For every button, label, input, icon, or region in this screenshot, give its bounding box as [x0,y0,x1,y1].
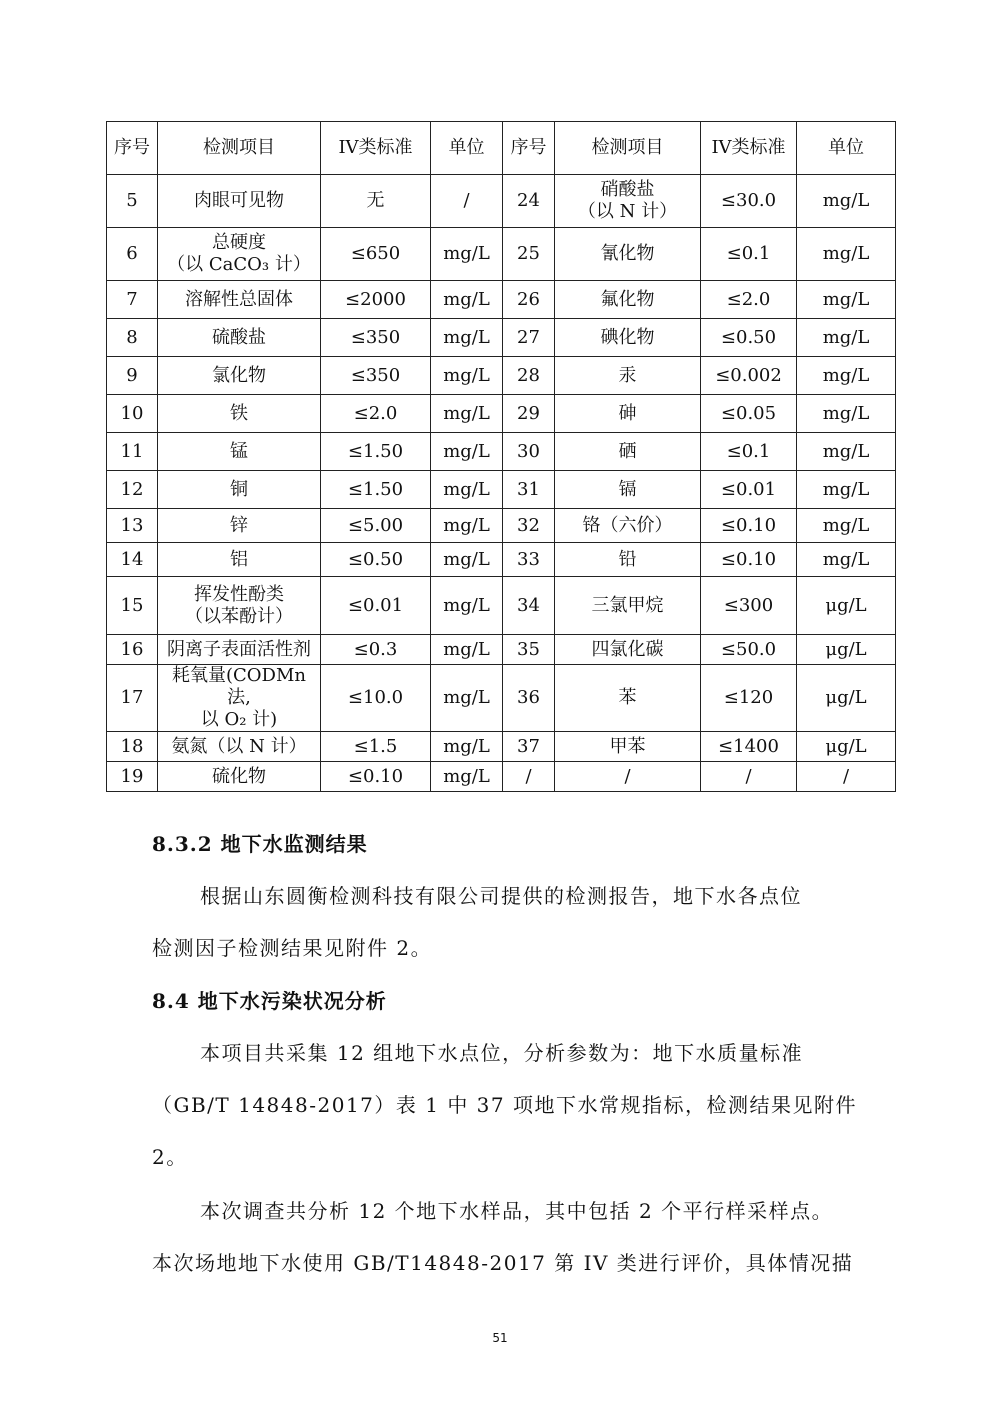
table-row [107,732,896,762]
table-cell: 耗氧量(CODMn 法, 以 O₂ 计) [158,665,321,732]
table-cell: 10 [107,395,158,433]
table-cell: ≤0.01 [321,577,431,635]
table-cell: 14 [107,543,158,577]
table-cell: 铝 [158,543,321,577]
paragraph-line: 检测因子检测结果见附件 2。 [152,936,433,960]
table-cell: ≤0.05 [701,395,797,433]
header-cell: IV类标准 [321,122,431,175]
table-cell: 溶解性总固体 [158,281,321,319]
table-cell: / [555,762,701,792]
paragraph-line: 本次场地地下水使用 GB/T14848-2017 第 IV 类进行评价，具体情况描 [152,1251,854,1275]
table-row [107,471,896,509]
table-cell: ≤350 [321,319,431,357]
table-cell: 9 [107,357,158,395]
table-cell: 锌 [158,509,321,543]
table-cell: 12 [107,471,158,509]
table-row [107,635,896,665]
table-cell: mg/L [797,433,896,471]
table-cell: 37 [503,732,555,762]
header-cell: 单位 [797,122,896,175]
table-cell: mg/L [431,471,503,509]
table-cell: 5 [107,175,158,228]
page-number: 51 [492,1331,508,1345]
paragraph-line: （GB/T 14848-2017）表 1 中 37 项地下水常规指标，检测结果见附件 [152,1093,857,1117]
table-cell: mg/L [431,357,503,395]
table-cell: ≤0.002 [701,357,797,395]
table-cell: ≤1.50 [321,471,431,509]
table-cell: 甲苯 [555,732,701,762]
table-row [107,175,896,228]
table-cell: 35 [503,635,555,665]
table-cell: ≤30.0 [701,175,797,228]
table-cell: ≤120 [701,665,797,732]
table-cell: 25 [503,228,555,281]
table-cell: 无 [321,175,431,228]
standards-table [106,121,896,792]
table-cell: μg/L [797,577,896,635]
table-header-row [107,122,896,175]
table-cell: mg/L [431,433,503,471]
paragraph-line: 2。 [152,1145,188,1169]
table-cell: mg/L [431,509,503,543]
table-cell: 27 [503,319,555,357]
table-cell: 7 [107,281,158,319]
table-cell: 6 [107,228,158,281]
table-cell: 16 [107,635,158,665]
table-cell: ≤300 [701,577,797,635]
table-cell: ≤0.10 [701,509,797,543]
table-cell: 肉眼可见物 [158,175,321,228]
table-cell: 氯化物 [158,357,321,395]
table-cell: 汞 [555,357,701,395]
table-row [107,228,896,281]
table-cell: 硫酸盐 [158,319,321,357]
header-cell: 序号 [107,122,158,175]
table-cell: ≤10.0 [321,665,431,732]
table-cell: 铁 [158,395,321,433]
table-cell: / [701,762,797,792]
table-cell: 15 [107,577,158,635]
table-cell: 硒 [555,433,701,471]
table-cell: 18 [107,732,158,762]
table-cell: 17 [107,665,158,732]
table-cell: ≤0.50 [701,319,797,357]
table-row [107,433,896,471]
table-cell: / [797,762,896,792]
paragraph-line: 根据山东圆衡检测科技有限公司提供的检测报告，地下水各点位 [200,884,802,908]
table-cell: 苯 [555,665,701,732]
table-cell: 总硬度 （以 CaCO₃ 计） [158,228,321,281]
table-cell: 26 [503,281,555,319]
table-cell: 33 [503,543,555,577]
table-cell: 硝酸盐 （以 N 计） [555,175,701,228]
table-cell: mg/L [431,281,503,319]
table-cell: ≤5.00 [321,509,431,543]
table-cell: mg/L [431,665,503,732]
table-cell: ≤50.0 [701,635,797,665]
table-cell: 氨氮（以 N 计） [158,732,321,762]
table-cell: ≤1400 [701,732,797,762]
table-cell: 19 [107,762,158,792]
table-cell: 硫化物 [158,762,321,792]
table-cell: 碘化物 [555,319,701,357]
table-cell: 阴离子表面活性剂 [158,635,321,665]
table-cell: ≤0.1 [701,228,797,281]
table-cell: μg/L [797,635,896,665]
header-cell: 检测项目 [555,122,701,175]
table-cell: mg/L [431,395,503,433]
table-cell: ≤0.01 [701,471,797,509]
table-cell: mg/L [431,635,503,665]
table-cell: 铬（六价） [555,509,701,543]
table-cell: mg/L [797,319,896,357]
table-cell: ≤350 [321,357,431,395]
table-cell: ≤1.50 [321,433,431,471]
table-cell: mg/L [797,395,896,433]
table-cell: ≤0.1 [701,433,797,471]
section-heading-8-3-2: 8.3.2 地下水监测结果 [152,832,368,856]
table-cell: mg/L [797,281,896,319]
table-cell: mg/L [431,732,503,762]
table-cell: 28 [503,357,555,395]
table-cell: ≤2000 [321,281,431,319]
header-cell: 序号 [503,122,555,175]
header-cell: 单位 [431,122,503,175]
table-cell: 36 [503,665,555,732]
table-cell: ≤0.10 [701,543,797,577]
table-cell: 13 [107,509,158,543]
table-cell: 8 [107,319,158,357]
table-cell: / [431,175,503,228]
table-cell: ≤2.0 [701,281,797,319]
table-cell: mg/L [797,228,896,281]
table-cell: ≤0.3 [321,635,431,665]
header-cell: IV类标准 [701,122,797,175]
table-row [107,357,896,395]
table-cell: 31 [503,471,555,509]
table-cell: mg/L [797,471,896,509]
table-cell: mg/L [431,543,503,577]
paragraph-line: 本项目共采集 12 组地下水点位，分析参数为：地下水质量标准 [200,1041,804,1065]
table-row [107,577,896,635]
table-cell: mg/L [797,357,896,395]
table-cell: 氟化物 [555,281,701,319]
table-cell: mg/L [797,175,896,228]
table-row [107,543,896,577]
header-cell: 检测项目 [158,122,321,175]
table-cell: / [503,762,555,792]
table-cell: mg/L [431,228,503,281]
table-cell: mg/L [431,319,503,357]
table-cell: 砷 [555,395,701,433]
table-row [107,762,896,792]
table-row [107,395,896,433]
table-cell: 四氯化碳 [555,635,701,665]
table-cell: ≤0.50 [321,543,431,577]
table-cell: ≤650 [321,228,431,281]
table-cell: 氰化物 [555,228,701,281]
table-cell: 30 [503,433,555,471]
table-cell: 34 [503,577,555,635]
table-cell: ≤0.10 [321,762,431,792]
table-row [107,509,896,543]
table-cell: 29 [503,395,555,433]
table-cell: 锰 [158,433,321,471]
table-cell: μg/L [797,732,896,762]
table-cell: 铜 [158,471,321,509]
table-cell: 32 [503,509,555,543]
section-heading-8-4: 8.4 地下水污染状况分析 [152,989,387,1013]
table-cell: μg/L [797,665,896,732]
table-row [107,319,896,357]
table-cell: mg/L [431,577,503,635]
table-cell: 三氯甲烷 [555,577,701,635]
paragraph-line: 本次调查共分析 12 个地下水样品，其中包括 2 个平行样采样点。 [200,1199,834,1223]
table-cell: 11 [107,433,158,471]
table-cell: 24 [503,175,555,228]
table-row [107,665,896,732]
table-row [107,281,896,319]
table-cell: mg/L [797,543,896,577]
table-cell: mg/L [431,762,503,792]
table-cell: mg/L [797,509,896,543]
table-cell: 铅 [555,543,701,577]
table-cell: ≤2.0 [321,395,431,433]
table-cell: 挥发性酚类 （以苯酚计） [158,577,321,635]
table-cell: 镉 [555,471,701,509]
table-cell: ≤1.5 [321,732,431,762]
